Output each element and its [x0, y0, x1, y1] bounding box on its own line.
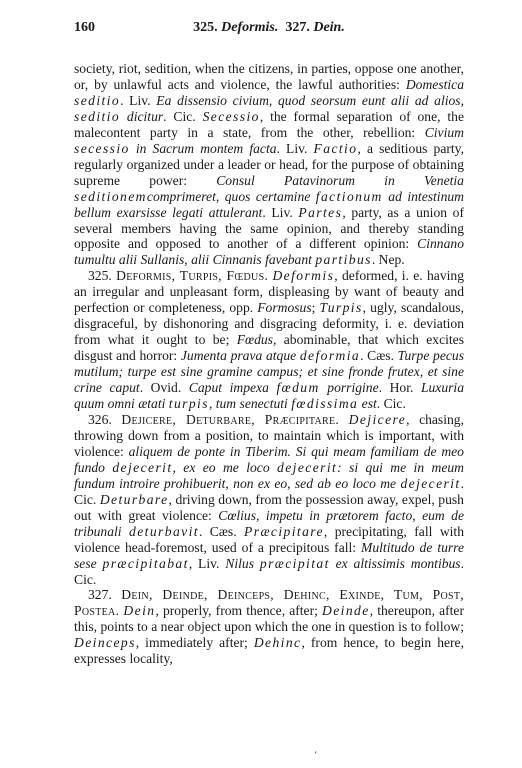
text-run: Consul Patavinorum in Venetia	[216, 172, 464, 188]
entry-327	[74, 587, 464, 667]
text-run: Nilus	[225, 555, 255, 571]
text-run: Multitudo de turre sese	[74, 539, 464, 571]
entry-heading: Dejicere, Deturbare, Præcipitare.	[121, 411, 340, 427]
text-run: aliquem de ponte in Tiberim. Si qui meam familiam de meo fundo	[74, 443, 464, 475]
text-run: Dehinc	[253, 635, 302, 651]
text-run: Turpe pecus mutilum; turpe est sine gramine campus; et sine fronde frutex, et sine crine caput	[74, 348, 464, 396]
text-run: , driving down, from the possession away, expel, push out with great violence:	[74, 491, 464, 523]
text-run: , abominable, that which excites disgust and horror:	[74, 332, 464, 364]
entry-number: 326.	[88, 411, 122, 427]
running-head-right-number: 327.	[285, 20, 310, 35]
text-run: Dein	[123, 603, 156, 619]
page	[74, 20, 464, 667]
text-run: society, riot, sedition, when the citizens, in parties, oppose one another, or, by unlawful acts and violence, the lawful authorities:	[74, 61, 464, 92]
text-run: Civium	[424, 124, 464, 140]
text-run: Ea dissensio civium, quod seorsum eunt alii ad alios,	[156, 92, 465, 108]
paragraph-continuation	[74, 61, 464, 268]
text-run: partibus	[315, 252, 372, 268]
text-run: dejecerit	[277, 459, 338, 475]
text-run: ;	[311, 300, 320, 316]
text-run: Fœdus	[236, 332, 273, 348]
text-run: Secessio	[202, 108, 260, 124]
text-run: in Sacrum montem facta	[135, 140, 277, 156]
text-run: . Cæs.	[360, 348, 398, 364]
text-run: , tum senectuti	[208, 396, 288, 412]
text-run: , from hence, to begin here, expresses locality,	[74, 635, 464, 667]
text-run: . Nep.	[371, 252, 405, 268]
text-run: , the formal separation of one, the malecontent party in a state, from the other, rebellion:	[74, 108, 464, 140]
text-run: Cinnano tumultu alii Sullanis, alii Cinnanis favebant	[74, 236, 464, 268]
text-run: dicitur	[126, 108, 164, 124]
text-run: seditio	[74, 92, 121, 108]
text-run: , thereupon, after this, points to a near object upon which the one in question is to follow;	[74, 603, 464, 635]
text-run: . Cic.	[163, 108, 203, 124]
text-run: turpis	[168, 396, 209, 412]
text-run: Jumenta prava atque	[180, 348, 297, 364]
entry-326	[74, 412, 464, 587]
text-run: Deturbare	[99, 491, 169, 507]
text-run: Formosus	[257, 300, 312, 316]
text-run: . Hor.	[378, 380, 421, 396]
text-run: , party, as a union of several members having the same opinion, and thereby standing opposite and opposed to another of a different opinion:	[74, 204, 464, 252]
text-run: Caput impexa	[188, 380, 269, 396]
text-run: . Cic.	[376, 396, 406, 412]
text-run: . Cic.	[74, 555, 465, 587]
entry-number: 325.	[88, 268, 117, 284]
text-run: dejecerit	[400, 475, 461, 491]
entry-325	[74, 268, 464, 412]
text-run: , ugly, scandalous, disgraceful, by dishonoring and disgracing deformity, i. e. deviation from what it ought to be;	[74, 300, 464, 348]
text-run: fœdissima	[291, 396, 359, 412]
page-header	[74, 20, 464, 40]
entry-heading: Deformis, Turpis, Fœdus.	[116, 268, 269, 284]
text-run: Factio	[313, 140, 358, 156]
text-run: , a seditious party, regularly organized under a leader or head, for the purpose of obtaining supreme power:	[74, 140, 464, 188]
text-run: est	[361, 396, 377, 412]
text-run: Dejicere	[348, 411, 407, 427]
text-run: comprimeret, quos certamine	[146, 188, 311, 204]
text-run: ex altissimis montibus	[335, 555, 461, 571]
text-run: , deformed, i. e. having an irregular and unpleasant form, displeasing by want of beauty and perfection or completeness, opp.	[74, 268, 465, 316]
text-run: . Liv.	[262, 204, 299, 220]
running-head-left-word: Deformis.	[221, 20, 279, 35]
text-run: Luxuria quum omni ætati	[74, 380, 464, 412]
running-head-right-word: Dein.	[313, 20, 345, 35]
text-run: Deformis	[272, 268, 335, 284]
text-run: fœdum	[276, 380, 320, 396]
text-run: dejecerit	[112, 459, 173, 475]
entry-number: 327.	[88, 587, 122, 603]
text-run: . Liv.	[276, 140, 314, 156]
text-run: porrigine	[327, 380, 379, 396]
text-run: . Cic.	[74, 475, 464, 507]
text-run: Turpis	[319, 300, 363, 316]
text-run: , Liv.	[188, 555, 226, 571]
text-run: Præcipitare	[244, 523, 324, 539]
text-run: præcipitat	[259, 555, 330, 571]
page-number: 160	[74, 20, 95, 35]
text-run: , chasing, throwing down from a position, to maintain which is important, with violence:	[74, 411, 464, 459]
text-run: seditionem	[74, 188, 147, 204]
text-run: . Cæs.	[198, 523, 245, 539]
text-run: præcipitabat	[102, 555, 189, 571]
text-run: ad intestinum bellum exarsisse legati attulerant	[74, 188, 464, 220]
text-run: , immediately after;	[135, 635, 254, 651]
text-run: . Ovid.	[139, 380, 189, 396]
text-run: , precipitating, fall with violence head-foremost, used of a precipitous fall:	[74, 523, 464, 555]
text-run: seditio	[74, 108, 121, 124]
text-run: Deinde	[322, 603, 370, 619]
text-run: Domestica	[405, 76, 464, 92]
running-head	[74, 20, 464, 36]
text-run: . Liv.	[120, 92, 157, 108]
text-run: , ex eo me loco	[172, 459, 270, 475]
body-text	[74, 61, 464, 667]
text-run: factionum	[315, 188, 383, 204]
text-run: Partes	[298, 204, 343, 220]
text-run: deformia	[299, 348, 361, 364]
text-run: , properly, from thence, after;	[155, 603, 323, 619]
entry-heading: Dein, Deinde, Deinceps, Dehinc, Exinde, Tum, Post, Postea.	[74, 587, 465, 619]
text-run: Deinceps	[74, 635, 136, 651]
text-run: : si qui me in meum fundum introire prohibuerit, non ex eo, sed ab eo loco me	[74, 459, 464, 491]
text-run: Cœlius, impetu in prætorem facto, eum de tribunali	[74, 507, 464, 539]
text-run: secessio	[74, 140, 130, 156]
running-head-left-number: 325.	[193, 20, 218, 35]
text-run: deturbavit	[129, 523, 199, 539]
footer-mark: ‘	[314, 750, 318, 761]
